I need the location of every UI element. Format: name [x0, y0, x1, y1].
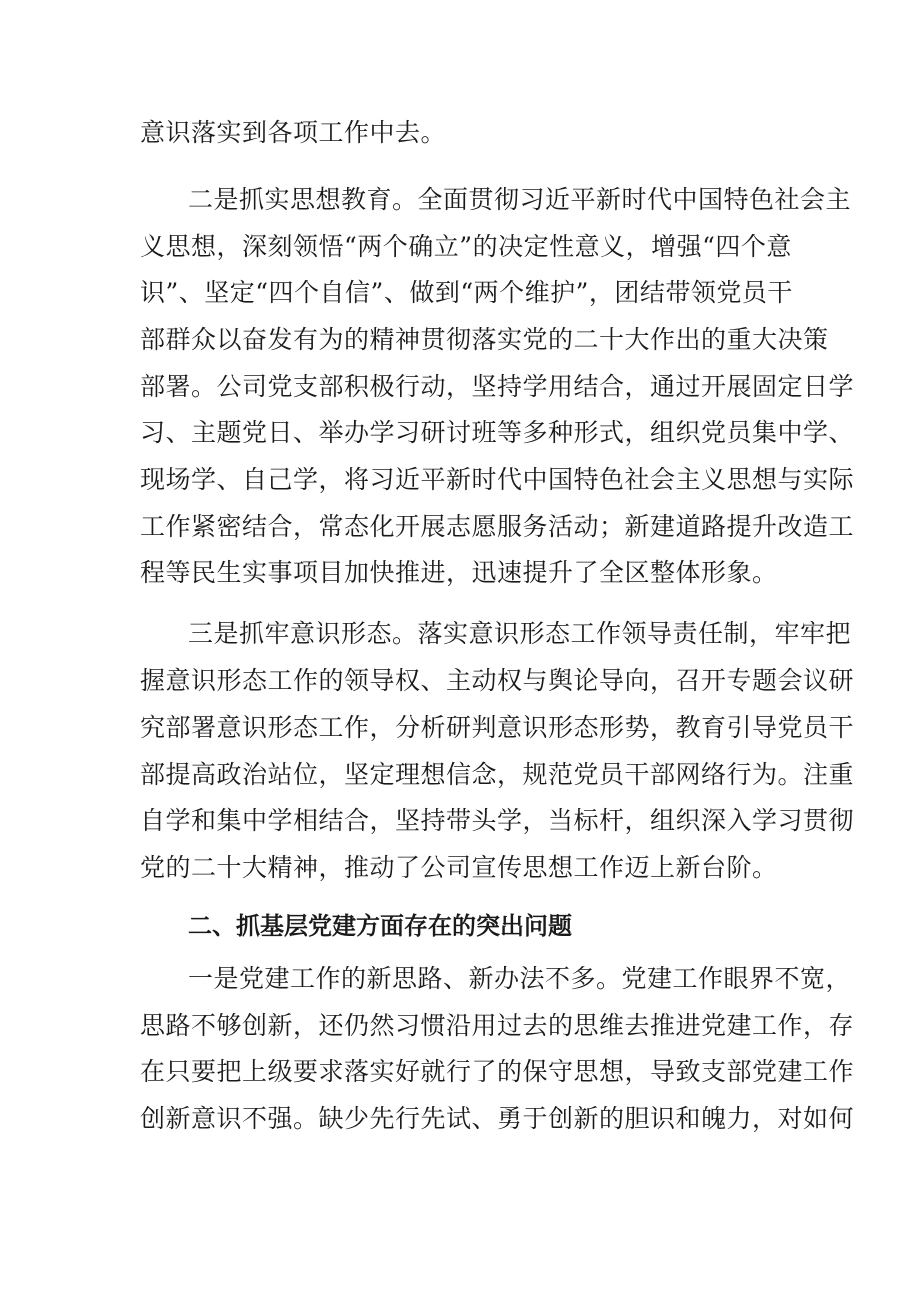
paragraph-first-line: 二是抓实思想教育。全面贯彻习近平新时代中国特色社会主: [188, 185, 852, 214]
text-line: 现场学、自己学，将习近平新时代中国特色社会主义思想与实际: [140, 465, 855, 494]
text-line: 程等民生实事项目加快推进，迅速提升了全区整体形象。: [140, 558, 778, 587]
text-line: 创新意识不强。缺少先行先试、勇于创新的胆识和魄力，对如何: [140, 1104, 855, 1133]
text-line: 部群众以奋发有为的精神贯彻落实党的二十大作出的重大决策: [140, 325, 829, 354]
text-line: 部提高政治站位，坚定理想信念，规范党员干部网络行为。注重: [140, 760, 855, 789]
text-line: 意识落实到各项工作中去。: [140, 118, 447, 147]
text-line: 党的二十大精神，推动了公司宣传思想工作迈上新台阶。: [140, 853, 778, 882]
text-line: 思路不够创新，还仍然习惯沿用过去的思维去推进党建工作，存: [140, 1011, 855, 1040]
text-line: 在只要把上级要求落实好就行了的保守思想，导致支部党建工作: [140, 1057, 855, 1086]
text-line: 工作紧密结合，常态化开展志愿服务活动；新建道路提升改造工: [140, 512, 855, 541]
text-line: 究部署意识形态工作，分析研判意识形态形势，教育引导党员干: [140, 713, 855, 742]
paragraph-first-line: 一是党建工作的新思路、新办法不多。党建工作眼界不宽，: [188, 964, 852, 993]
text-line: 义思想，深刻领悟“两个确立”的决定性意义，增强“四个意: [140, 232, 792, 261]
paragraph-first-line: 三是抓牢意识形态。落实意识形态工作领导责任制，牢牢把: [188, 619, 852, 648]
text-line: 部署。公司党支部积极行动，坚持学用结合，通过开展固定日学: [140, 372, 855, 401]
text-line: 握意识形态工作的领导权、主动权与舆论导向，召开专题会议研: [140, 666, 855, 695]
text-line: 习、主题党日、举办学习研讨班等多种形式，组织党员集中学、: [140, 418, 855, 447]
section-heading: 二、抓基层党建方面存在的突出问题: [188, 912, 572, 940]
text-line: 识”、坚定“四个自信”、做到“两个维护”，团结带领党员干: [140, 278, 793, 307]
text-line: 自学和集中学相结合，坚持带头学，当标杆，组织深入学习贯彻: [140, 806, 855, 835]
